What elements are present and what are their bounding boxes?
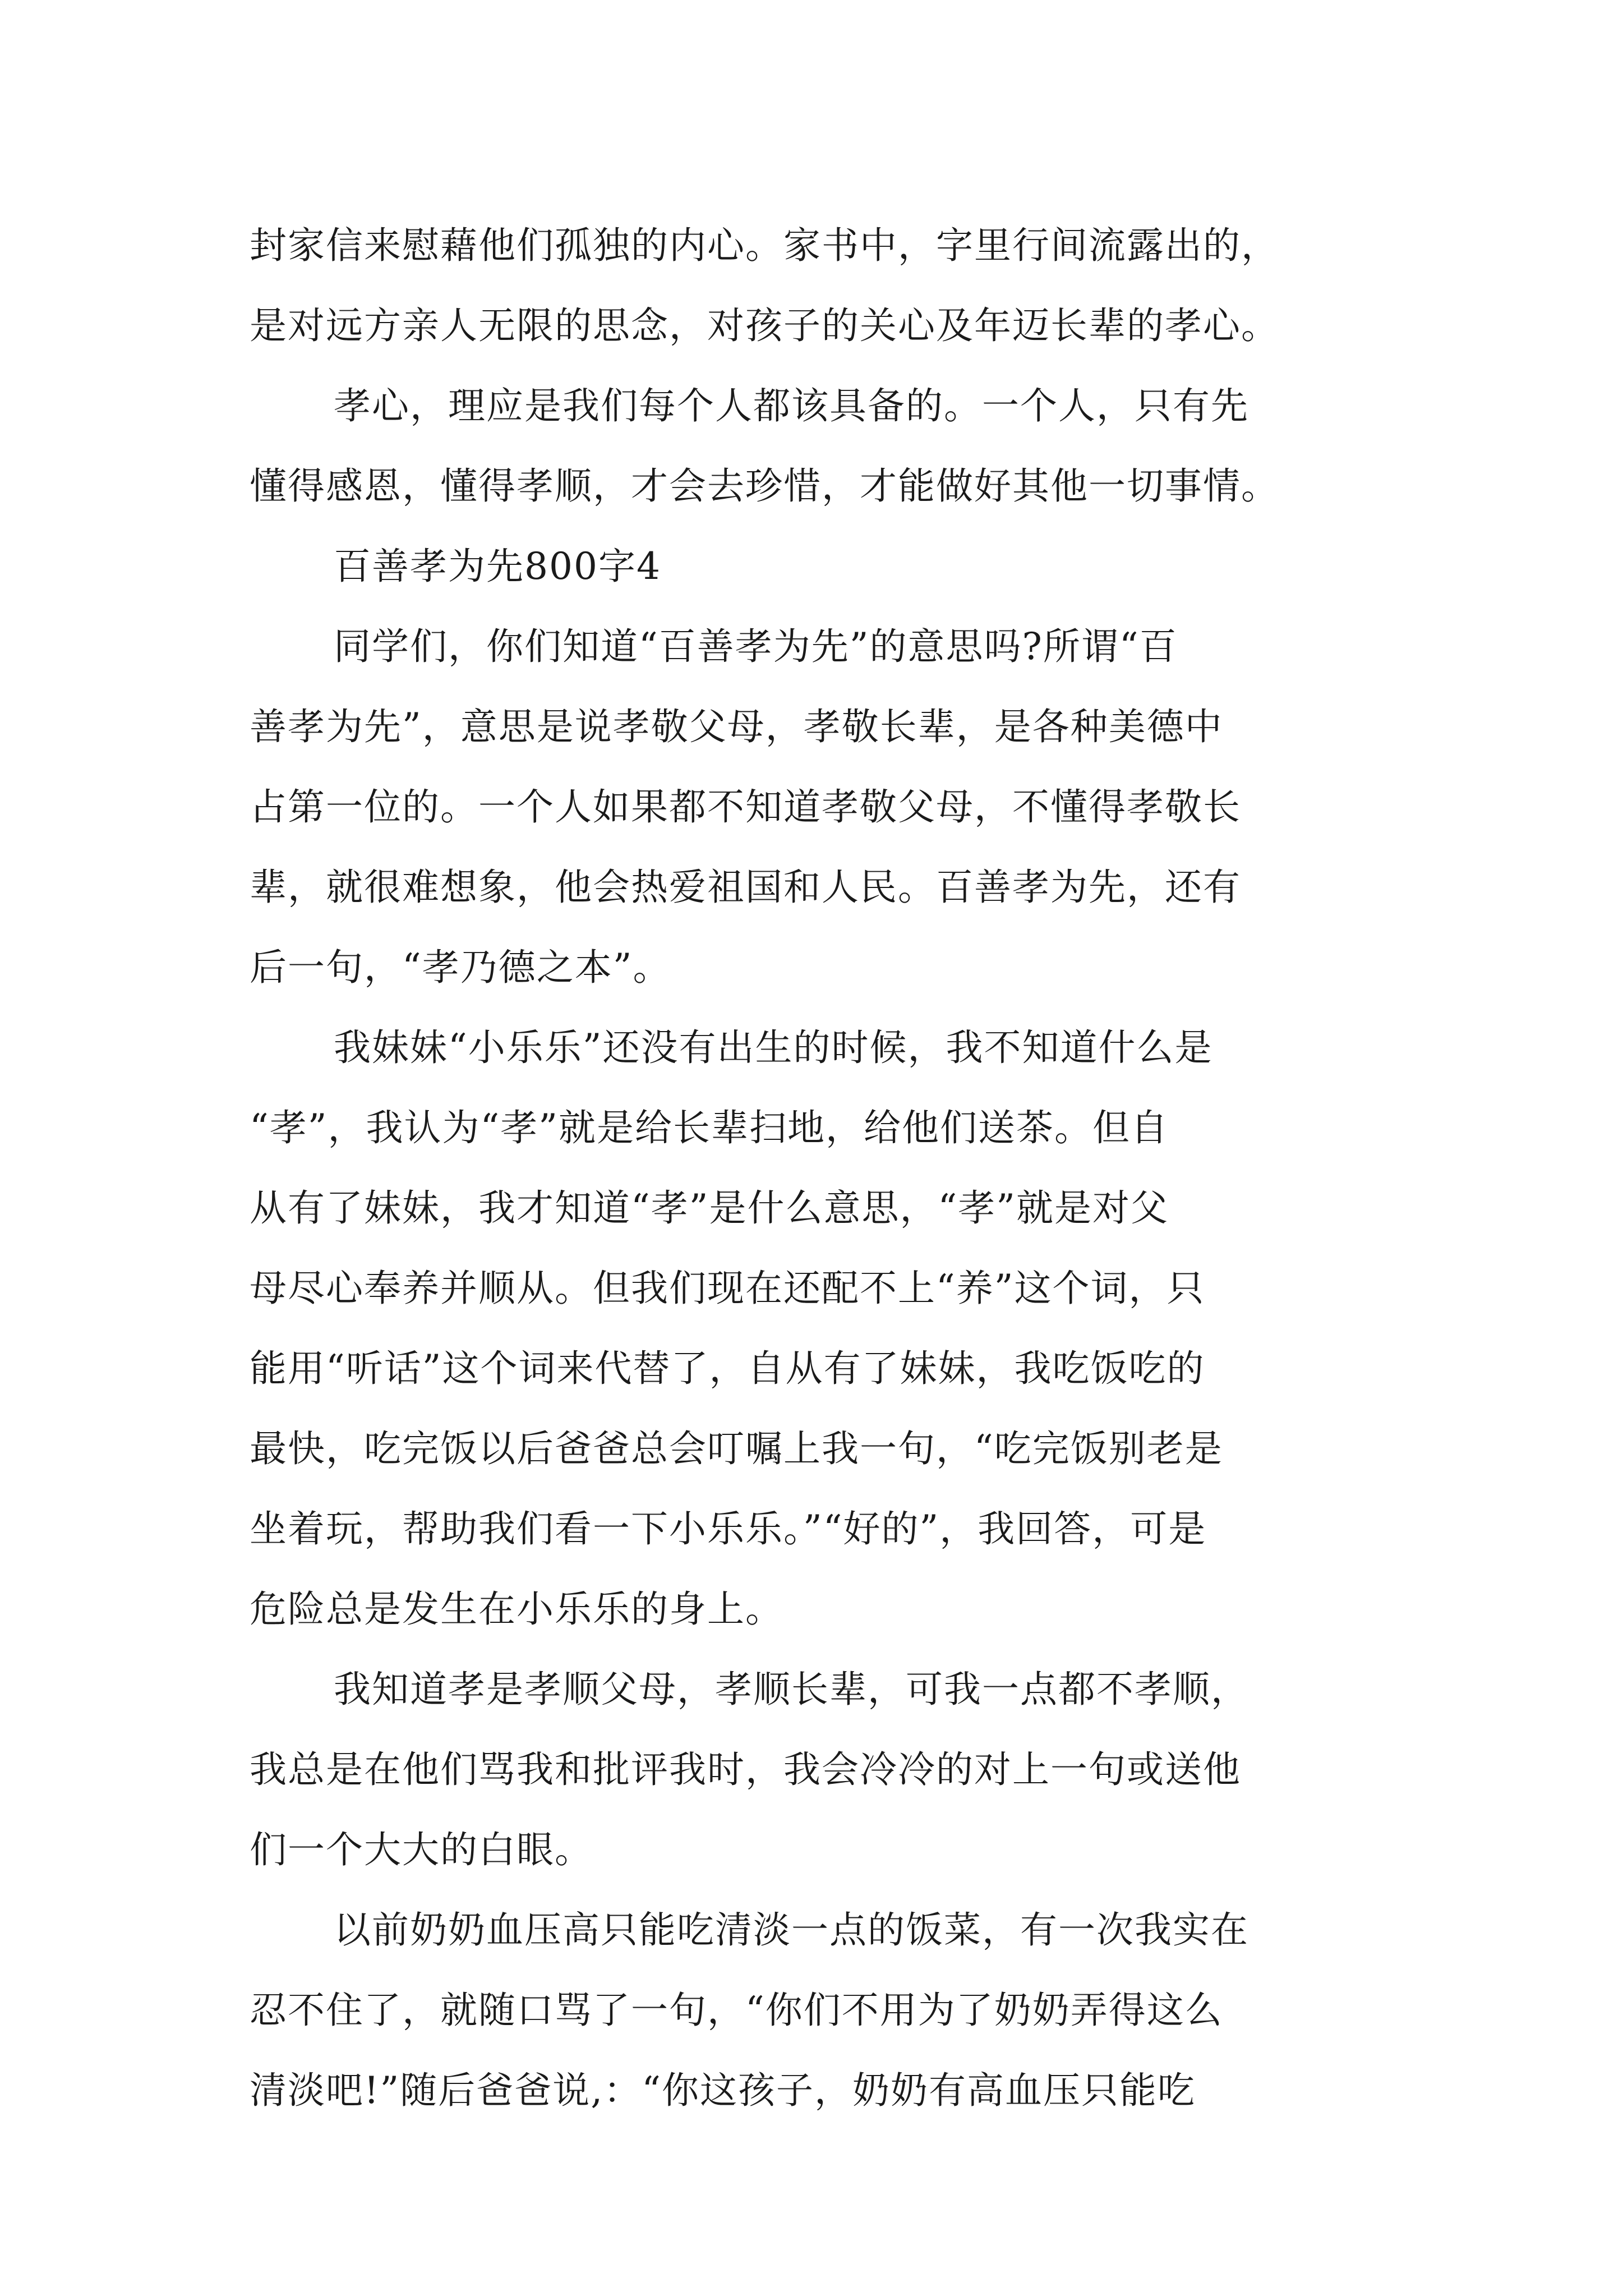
text-line: 辈，就很难想象，他会热爱祖国和人民。百善孝为先，还有 (250, 866, 1241, 909)
text-line: 我妹妹“小乐乐”还没有出生的时候，我不知道什么是 (334, 1026, 1213, 1069)
text-line: 从有了妹妹，我才知道“孝”是什么意思，“孝”就是对父 (250, 1186, 1169, 1230)
text-line: 善孝为先”，意思是说孝敬父母，孝敬长辈，是各种美德中 (250, 705, 1223, 748)
text-line: 以前奶奶血压高只能吃清淡一点的饭菜，有一次我实在 (334, 1908, 1249, 1952)
text-line: 清淡吧!”随后爸爸说,：“你这孩子，奶奶有高血压只能吃 (250, 2069, 1196, 2112)
text-line: 坐着玩，帮助我们看一下小乐乐。”“好的”，我回答，可是 (250, 1507, 1207, 1550)
text-line: 百善孝为先800字4 (334, 545, 661, 588)
text-line: 危险总是发生在小乐乐的身上。 (250, 1588, 783, 1631)
text-line: 同学们，你们知道“百善孝为先”的意思吗?所谓“百 (334, 625, 1178, 668)
text-line: 我总是在他们骂我和批评我时，我会冷冷的对上一句或送他 (250, 1748, 1241, 1791)
text-line: 最快，吃完饭以后爸爸总会叮嘱上我一句，“吃完饭别老是 (250, 1427, 1223, 1470)
text-line: “孝”，我认为“孝”就是给长辈扫地，给他们送茶。但自 (250, 1106, 1169, 1149)
text-line: 后一句，“孝乃德之本”。 (250, 946, 671, 989)
text-line: 封家信来慰藉他们孤独的内心。家书中，字里行间流露出的， (250, 224, 1279, 267)
text-line: 们一个大大的白眼。 (250, 1828, 593, 1871)
text-line: 忍不住了，就随口骂了一句，“你们不用为了奶奶弄得这么 (250, 1989, 1223, 2032)
text-line: 能用“听话”这个词来代替了，自从有了妹妹，我吃饭吃的 (250, 1347, 1205, 1390)
text-line: 孝心，理应是我们每个人都该具备的。一个人，只有先 (334, 384, 1249, 427)
text-line: 母尽心奉养并顺从。但我们现在还配不上“养”这个词，只 (250, 1267, 1205, 1310)
text-line: 懂得感恩，懂得孝顺，才会去珍惜，才能做好其他一切事情。 (250, 464, 1279, 508)
document-body (250, 205, 1388, 2131)
text-line: 占第一位的。一个人如果都不知道孝敬父母，不懂得孝敬长 (250, 785, 1241, 829)
text-line: 我知道孝是孝顺父母，孝顺长辈，可我一点都不孝顺， (334, 1668, 1249, 1711)
text-line: 是对远方亲人无限的思念，对孩子的关心及年迈长辈的孝心。 (250, 304, 1279, 347)
